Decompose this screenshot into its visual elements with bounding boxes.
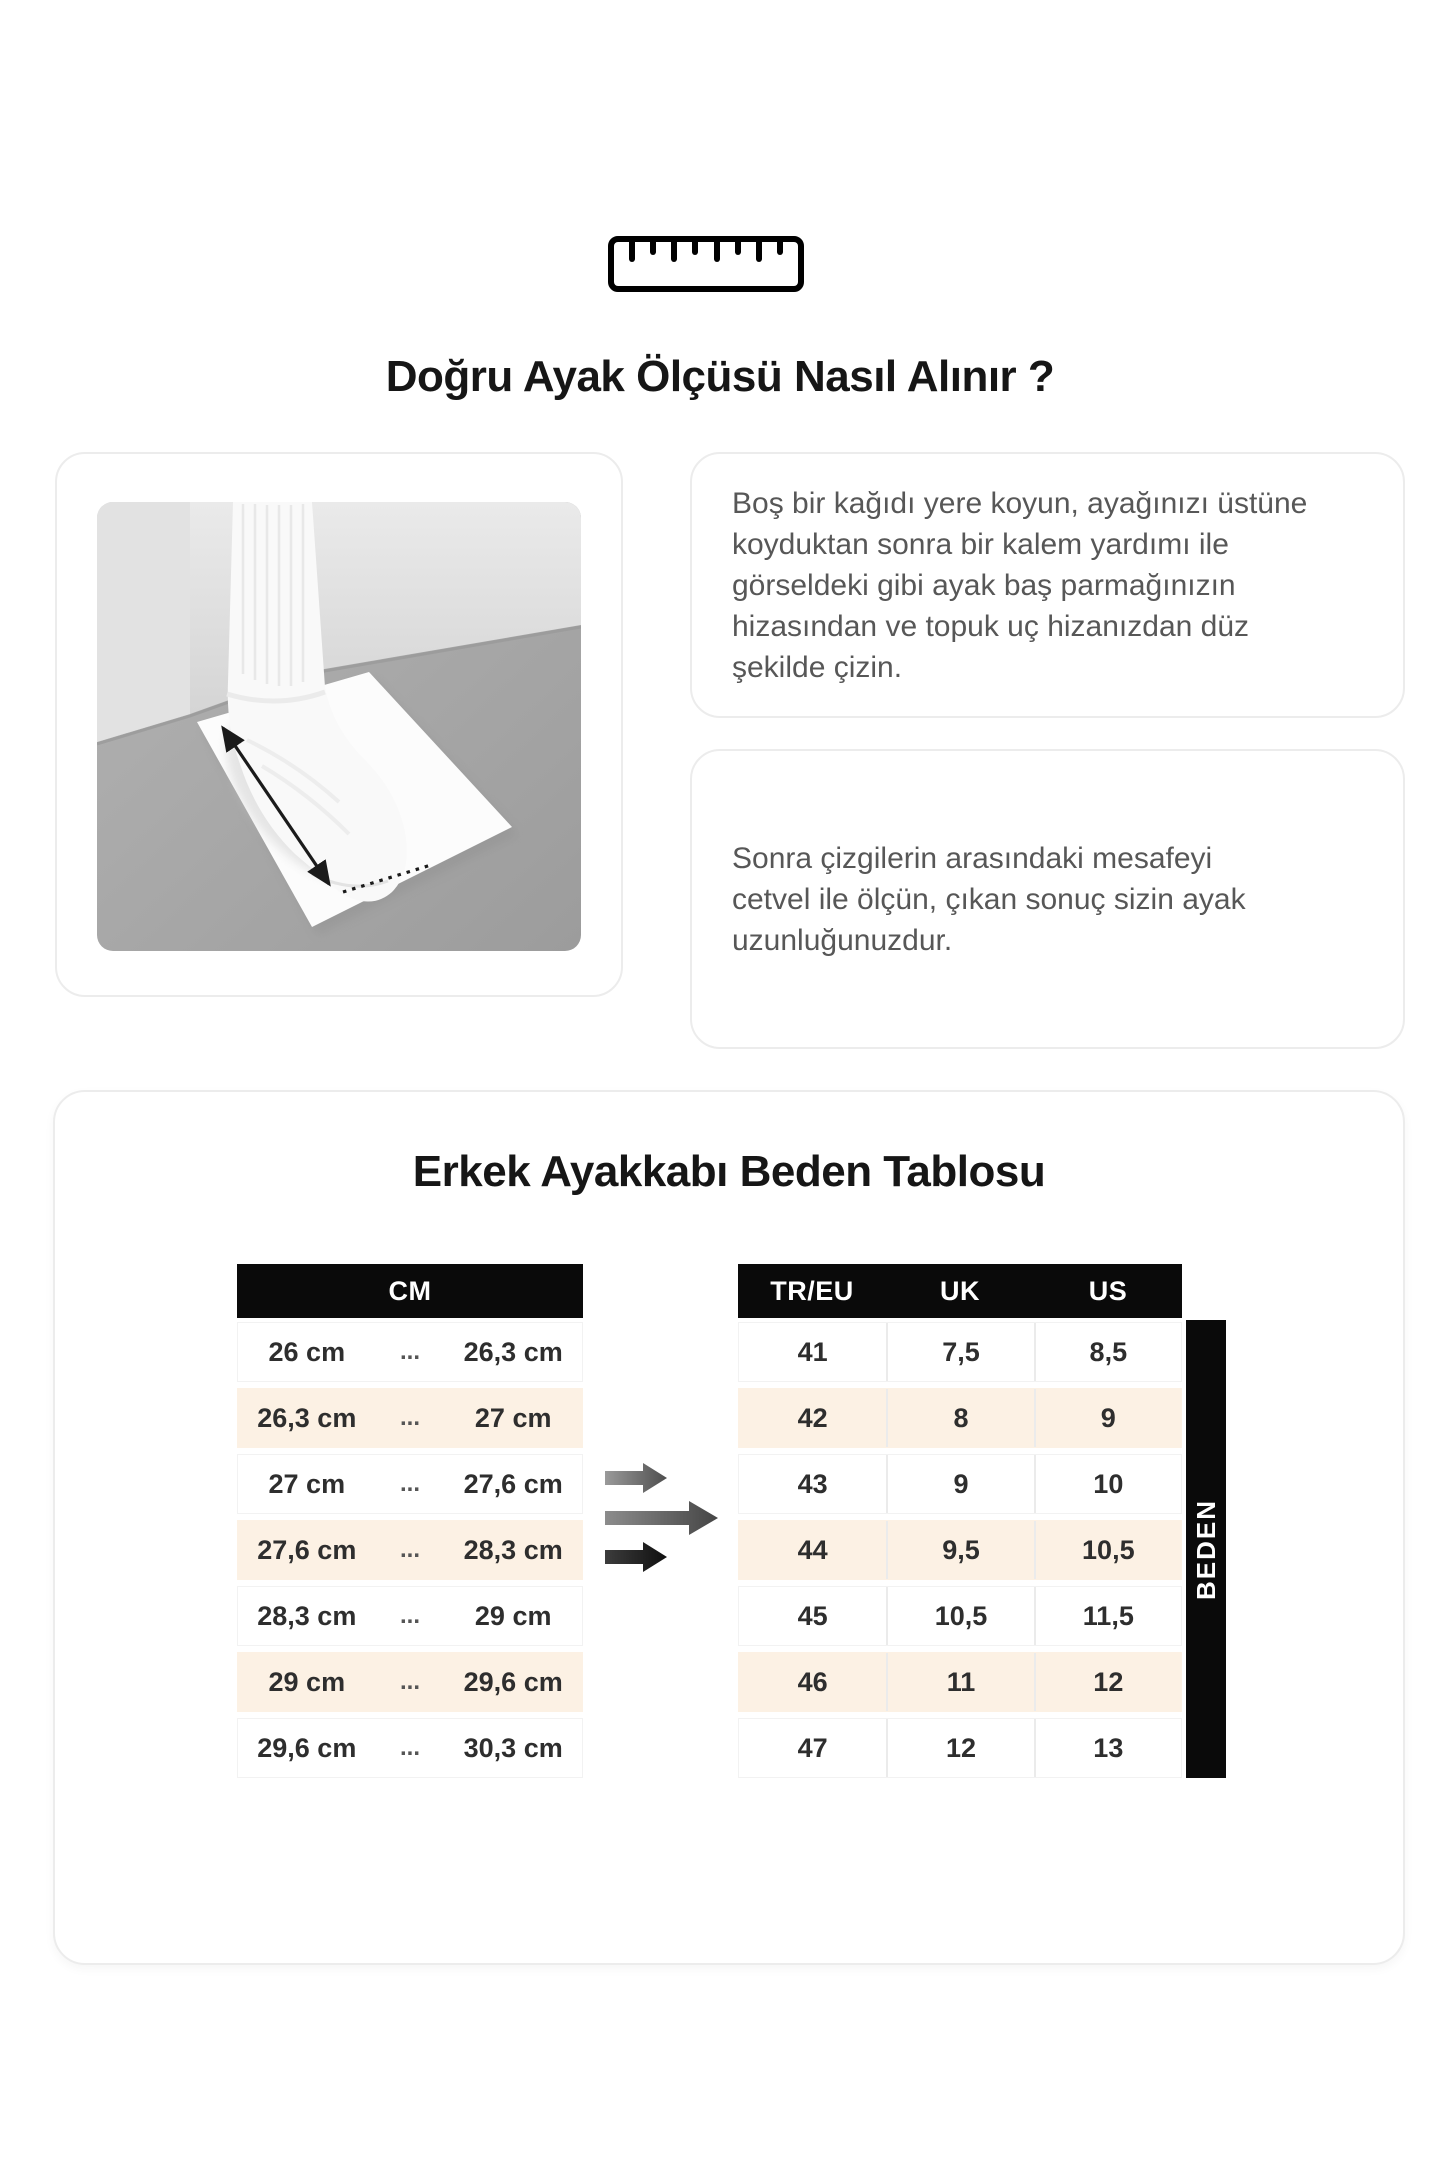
size-table-row: 43 9 10: [738, 1454, 1182, 1514]
cm-table-row: 29,6 cm ... 30,3 cm: [237, 1718, 583, 1778]
header-us: US: [1088, 1275, 1128, 1306]
size-table-row: 47 12 13: [738, 1718, 1182, 1778]
instruction-text-2: Sonra çizgilerin arasındaki mesafeyi cetvel ile ölçün, çıkan sonuç sizin ayak uzunluğunuzdur.: [732, 841, 1246, 957]
header-uk: UK: [940, 1275, 980, 1306]
ruler-icon: [608, 236, 804, 292]
cm-table-body: [237, 1322, 583, 1778]
foot-photo-card: [55, 452, 623, 997]
measure-title: Doğru Ayak Ölçüsü Nasıl Alınır ?: [385, 352, 1055, 401]
range-dots: ...: [399, 1536, 420, 1563]
range-dots: ...: [399, 1470, 420, 1497]
cm-table-row: 28,3 cm ... 29 cm: [237, 1586, 583, 1646]
cm-table-row: 29 cm ... 29,6 cm: [237, 1652, 583, 1712]
cm-table-header: CM: [237, 1264, 583, 1318]
size-table-row: 41 7,5 8,5: [738, 1322, 1182, 1382]
foot-on-paper-image: [97, 502, 581, 951]
header-tr-eu: TR/EU: [770, 1275, 854, 1306]
cm-table: [237, 1264, 583, 1784]
cm-table-row: 26 cm ... 26,3 cm: [237, 1322, 583, 1382]
range-dots: ...: [399, 1338, 420, 1365]
range-dots: ...: [399, 1602, 420, 1629]
size-table-header-row: [738, 1264, 1182, 1318]
size-table-row: 42 8 9: [738, 1388, 1182, 1448]
range-dots: ...: [399, 1404, 420, 1431]
size-table-title: Erkek Ayakkabı Beden Tablosu: [412, 1147, 1046, 1196]
cm-table-row: 27,6 cm ... 28,3 cm: [237, 1520, 583, 1580]
size-conversion-table: [738, 1264, 1182, 1784]
beden-side-label: BEDEN: [1186, 1320, 1226, 1778]
instruction-card-1: [690, 452, 1405, 718]
size-table-card: [53, 1090, 1405, 1965]
size-table-row: 45 10,5 11,5: [738, 1586, 1182, 1646]
cm-table-row: 26,3 cm ... 27 cm: [237, 1388, 583, 1448]
foot-measurement-photo: [97, 502, 581, 951]
range-dots: ...: [399, 1734, 420, 1761]
range-dots: ...: [399, 1668, 420, 1695]
size-table-body: [738, 1322, 1182, 1778]
instruction-text-1: Boş bir kağıdı yere koyun, ayağınızı üstüne koyduktan sonra bir kalem yardımı ile görseldeki gibi ayak baş parmağınızın hizasından ve topuk uç hizanızdan düz şekilde çizin.: [732, 486, 1308, 684]
arrows-right-icon: [605, 1463, 720, 1573]
size-table-row: 46 11 12: [738, 1652, 1182, 1712]
instruction-card-2: [690, 749, 1405, 1049]
size-table-row: 44 9,5 10,5: [738, 1520, 1182, 1580]
cm-table-row: 27 cm ... 27,6 cm: [237, 1454, 583, 1514]
